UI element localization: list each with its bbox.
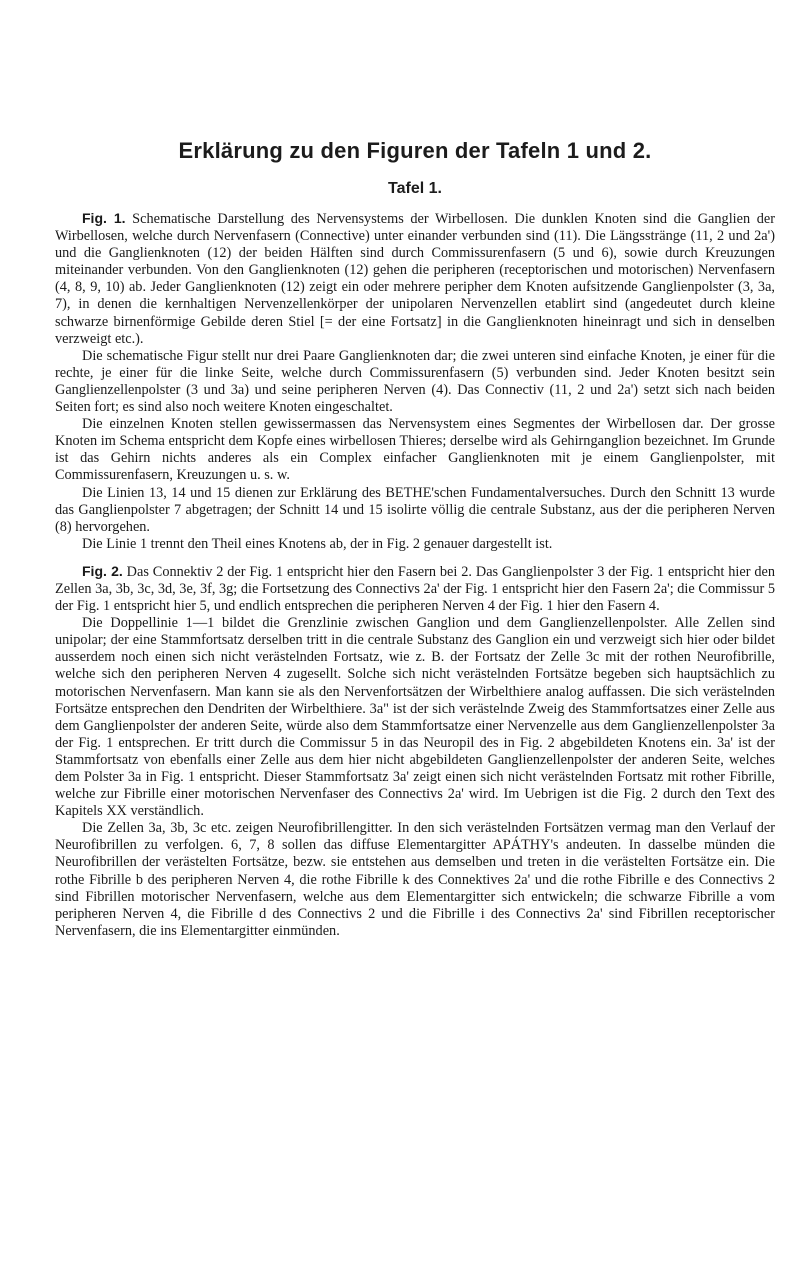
fig1-paragraph-1 bbox=[55, 210, 775, 348]
fig1-label: Fig. 1. bbox=[82, 210, 126, 226]
fig2-section bbox=[55, 563, 775, 940]
fig2-paragraph-1 bbox=[55, 563, 775, 615]
fig2-text-1: Das Connektiv 2 der Fig. 1 entspricht hier den Fasern bei 2. Das Ganglienpolster 3 der Fig. 1 entspricht hier den Zellen 3a, 3b, 3c, 3d, 3e, 3f, 3g; die Fortsetzung des Connectivs 2a' der Fig. 1 entspricht hier den Fasern 2a'; die Commissur 5 der Fig. 1 entspricht hier 5, und endlich entsprechen die peripheren Nerven 4 der Fig. 1 hier den Fasern 4. bbox=[55, 563, 775, 615]
fig2-label: Fig. 2. bbox=[82, 562, 123, 579]
fig1-paragraph-2: Die schematische Figur stellt nur drei Paare Ganglienknoten dar; die zwei unteren sind einfache Knoten, je einer für die rechte, je einer für die linke Seite, welche durch Commissurenfasern (5) verbunden sind. Jeder Knoten besitzt sein Ganglienzellenpolster (3 und 3a) und seine peripheren Nerven (4). Das Connectiv (11, 2 und 2a') setzt sich nach beiden Seiten fort; es sind also noch weitere Knoten eingeschaltet. bbox=[55, 347, 775, 416]
fig1-section bbox=[55, 210, 775, 553]
fig1-text-1: Schematische Darstellung des Nervensystems der Wirbellosen. Die dunklen Knoten sind die Ganglien der Wirbellosen, welche durch Nervenfasern (Connective) unter einander verbunden sind (11). Die Längsstränge (11, 2 und 2a') und die Ganglienknoten (12) der beiden Hälften sind durch Commissurenfasern (5 und 6), sowie durch Kreuzungen miteinander verbunden. Von den Ganglienknoten (12) gehen die peripheren (receptorischen und motorischen) Nervenfasern (4, 8, 9, 10) ab. Jeder Ganglienknoten (12) zeigt ein oder mehrere peripher dem Knoten aufsitzende Ganglienpolster (3, 3a, 7), in denen die kernhaltigen Nervenzellenkörper der unipolaren Nervenzellen etablirt sind (angedeutet durch kleine schwarze birnenförmige Gebilde deren Stiel [= der eine Fortsatz] in die Ganglienknoten hineinragt und sich in denselben verzweigt etc.). bbox=[55, 211, 776, 347]
fig1-paragraph-5: Die Linie 1 trennt den Theil eines Knotens ab, der in Fig. 2 genauer dargestellt ist. bbox=[82, 535, 553, 552]
fig2-paragraph-2: Die Doppellinie 1—1 bildet die Grenzlinie zwischen Ganglion und dem Ganglienzellenpolster. Alle Zellen sind unipolar; der eine Stammfortsatz derselben tritt in die centrale Substanz des Ganglion ein und verzweigt sich hier oder bildet ausserdem noch einen sich nicht verästelnden Fortsatz, wie z. B. der Fortsatz der Zelle 3c mit der rothen Neurofibrille, welche sich den peripheren Nerven 4 zugesellt. Solche sich nicht verästelnden Fortsätze begeben sich hauptsächlich zu motorischen Nervenfasern. Man kann sie als den Nervenfortsätzen der Wirbelthiere analog auffassen. Die sich verästelnden Fortsätze entsprechen den Dendriten der Wirbelthiere. 3a" ist der sich verästelnde Zweig des Stammfortsatzes einer Zelle aus dem Ganglienpolster der anderen Seite, würde also dem Stammfortsatze einer Nervenzelle aus dem Ganglienzellenpolster 3a der Fig. 1 entsprechen. Er tritt durch die Commissur 5 in das Neuropil des in Fig. 2 abgebildeten Knotens ein. 3a' ist der Stammfortsatz von ebenfalls einer Zelle aus dem hier nicht abgebildeten Ganglienzellenpolster der anderen Seite, welches dem Polster 3a in Fig. 1 entspricht. Dieser Stammfortsatz 3a' zeigt einen sich nicht verästelnden Fortsatz mit rother Fibrille, welche zur Fibrille einer motorischen Nervenfaser des Connectivs 2a' wird. Im Uebrigen ist die Fig. 2 durch den Text des Kapitels XX verständlich. bbox=[55, 615, 775, 820]
section-title: Tafel 1. bbox=[388, 180, 442, 197]
fig1-paragraph-3: Die einzelnen Knoten stellen gewissermassen das Nervensystem eines Segmentes der Wirbellosen dar. Der grosse Knoten im Schema entspricht dem Kopfe eines wirbellosen Thieres; derselbe wird als Gehirnganglion bezeichnet. Im Grunde ist das Gehirn nichts anderes als ein Complex einfacher Ganglienknoten mit je einem Ganglienpolster, mit Commissurenfasern, Kreuzungen u. s. w. bbox=[55, 416, 775, 484]
page-title: Erklärung zu den Figuren der Tafeln 1 und 2. bbox=[178, 138, 652, 163]
fig2-paragraph-3: Die Zellen 3a, 3b, 3c etc. zeigen Neurofibrillengitter. In den sich verästelnden Fortsätzen vermag man den Verlauf der Neurofibrillen zu verfolgen. 6, 7, 8 sollen das diffuse Elementargitter APÁTHY's andeuten. In dasselbe münden die Neurofibrillen der verästelten Fortsätze, bezw. sie entstehen aus demselben und treten in die verästelten Fortsätze ein. Die rothe Fibrille b des peripheren Nerven 4, die rothe Fibrille k des Connektives 2a' und die rothe Fibrille e des Connectivs 2 sind Fibrillen motorischer Nervenfasern, welche aus dem Elementargitter sich entwickeln; die schwarze Fibrille a vom peripheren Nerven 4, die Fibrille d des Connectivs 2 und die Fibrille i des Connectivs 2a' sind Fibrillen receptorischer Nervenfasern, die ins Elementargitter einmünden. bbox=[55, 820, 775, 939]
document-page bbox=[55, 138, 775, 940]
fig1-paragraph-4: Die Linien 13, 14 und 15 dienen zur Erklärung des BETHE'schen Fundamentalversuches. Durch den Schnitt 13 wurde das Ganglienpolster 7 abgetragen; der Schnitt 14 und 15 isolirte völlig die centrale Substanz, aus der die peripheren Nerven (8) hervorgehen. bbox=[55, 484, 775, 535]
